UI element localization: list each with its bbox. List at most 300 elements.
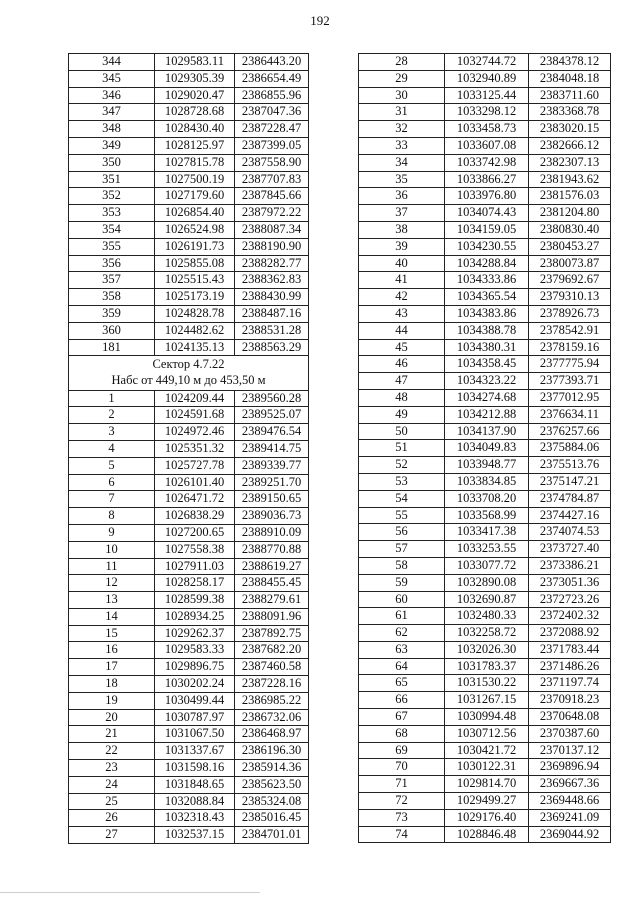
x-coordinate-cell: 1033976.80 [445,188,529,205]
x-coordinate-cell: 1029583.33 [155,642,235,659]
y-coordinate-cell: 2380830.40 [529,221,611,238]
table-row [359,759,611,776]
table-row [69,760,309,777]
x-coordinate-cell: 1031598.16 [155,760,235,777]
y-coordinate-cell: 2369667.36 [529,776,611,793]
point-number-cell: 16 [69,642,155,659]
table-row [359,574,611,591]
table-row [359,473,611,490]
y-coordinate-cell: 2388770.88 [235,541,309,558]
point-number-cell: 346 [69,87,155,104]
table-row [69,709,309,726]
x-coordinate-cell: 1024828.78 [155,305,235,322]
point-number-cell: 8 [69,508,155,525]
point-number-cell: 65 [359,675,445,692]
x-coordinate-cell: 1033417.38 [445,524,529,541]
y-coordinate-cell: 2386654.49 [235,70,309,87]
point-number-cell: 41 [359,272,445,289]
y-coordinate-cell: 2389150.65 [235,491,309,508]
point-number-cell: 58 [359,557,445,574]
left-table-top-rows [69,54,309,356]
y-coordinate-cell: 2386855.96 [235,87,309,104]
y-coordinate-cell: 2385324.08 [235,793,309,810]
point-number-cell: 37 [359,205,445,222]
y-coordinate-cell: 2389414.75 [235,440,309,457]
table-row [359,255,611,272]
table-row [359,658,611,675]
y-coordinate-cell: 2381576.03 [529,188,611,205]
point-number-cell: 66 [359,692,445,709]
point-number-cell: 67 [359,709,445,726]
x-coordinate-cell: 1024482.62 [155,322,235,339]
y-coordinate-cell: 2382307.13 [529,154,611,171]
table-row [359,154,611,171]
y-coordinate-cell: 2387047.36 [235,104,309,121]
x-coordinate-cell: 1033948.77 [445,457,529,474]
table-row [359,591,611,608]
point-number-cell: 25 [69,793,155,810]
table-row [69,188,309,205]
x-coordinate-cell: 1031267.15 [445,692,529,709]
x-coordinate-cell: 1028258.17 [155,575,235,592]
table-row [359,793,611,810]
table-row [69,54,309,71]
x-coordinate-cell: 1032258.72 [445,625,529,642]
x-coordinate-cell: 1030787.97 [155,709,235,726]
y-coordinate-cell: 2388190.90 [235,238,309,255]
left-table-section [69,356,309,390]
table-row [69,743,309,760]
x-coordinate-cell: 1032940.89 [445,70,529,87]
table-row [359,423,611,440]
point-number-cell: 345 [69,70,155,87]
table-row [359,356,611,373]
x-coordinate-cell: 1033568.99 [445,507,529,524]
table-row [69,104,309,121]
point-number-cell: 57 [359,541,445,558]
point-number-cell: 354 [69,221,155,238]
point-number-cell: 357 [69,272,155,289]
x-coordinate-cell: 1034212.88 [445,406,529,423]
point-number-cell: 31 [359,104,445,121]
point-number-cell: 71 [359,776,445,793]
point-number-cell: 359 [69,305,155,322]
x-coordinate-cell: 1030421.72 [445,742,529,759]
x-coordinate-cell: 1029176.40 [445,809,529,826]
y-coordinate-cell: 2388091.96 [235,608,309,625]
table-row [359,137,611,154]
y-coordinate-cell: 2370137.12 [529,742,611,759]
x-coordinate-cell: 1034365.54 [445,289,529,306]
y-coordinate-cell: 2388487.16 [235,305,309,322]
table-row [359,272,611,289]
y-coordinate-cell: 2386985.22 [235,692,309,709]
point-number-cell: 68 [359,725,445,742]
section-subtitle: Набс от 449,10 м до 453,50 м [111,372,266,387]
point-number-cell: 24 [69,776,155,793]
point-number-cell: 20 [69,709,155,726]
point-number-cell: 355 [69,238,155,255]
table-row [359,440,611,457]
table-row [359,557,611,574]
table-row [359,641,611,658]
x-coordinate-cell: 1033458.73 [445,121,529,138]
table-row [359,121,611,138]
point-number-cell: 61 [359,608,445,625]
table-row [69,154,309,171]
y-coordinate-cell: 2384701.01 [235,827,309,844]
x-coordinate-cell: 1027815.78 [155,154,235,171]
table-row [69,121,309,138]
point-number-cell: 50 [359,423,445,440]
y-coordinate-cell: 2380453.27 [529,238,611,255]
y-coordinate-cell: 2387228.16 [235,676,309,693]
y-coordinate-cell: 2374074.53 [529,524,611,541]
y-coordinate-cell: 2371197.74 [529,675,611,692]
table-row [359,457,611,474]
point-number-cell: 40 [359,255,445,272]
table-row [69,625,309,642]
y-coordinate-cell: 2372723.26 [529,591,611,608]
point-number-cell: 70 [359,759,445,776]
y-coordinate-cell: 2388455.45 [235,575,309,592]
y-coordinate-cell: 2389476.54 [235,424,309,441]
y-coordinate-cell: 2381943.62 [529,171,611,188]
x-coordinate-cell: 1028846.48 [445,826,529,843]
point-number-cell: 51 [359,440,445,457]
point-number-cell: 62 [359,625,445,642]
x-coordinate-cell: 1031337.67 [155,743,235,760]
table-row [359,725,611,742]
y-coordinate-cell: 2376257.66 [529,423,611,440]
y-coordinate-cell: 2387558.90 [235,154,309,171]
y-coordinate-cell: 2388282.77 [235,255,309,272]
point-number-cell: 13 [69,592,155,609]
y-coordinate-cell: 2379692.67 [529,272,611,289]
point-number-cell: 55 [359,507,445,524]
x-coordinate-cell: 1030994.48 [445,709,529,726]
table-row [69,70,309,87]
point-number-cell: 53 [359,473,445,490]
y-coordinate-cell: 2378542.91 [529,322,611,339]
x-coordinate-cell: 1027500.19 [155,171,235,188]
section-header-cell [69,356,309,390]
table-row [69,508,309,525]
table-row [69,457,309,474]
point-number-cell: 344 [69,54,155,71]
y-coordinate-cell: 2378159.16 [529,339,611,356]
y-coordinate-cell: 2371486.26 [529,658,611,675]
point-number-cell: 360 [69,322,155,339]
x-coordinate-cell: 1026101.40 [155,474,235,491]
point-number-cell: 35 [359,171,445,188]
point-number-cell: 10 [69,541,155,558]
table-row [69,255,309,272]
y-coordinate-cell: 2377775.94 [529,356,611,373]
x-coordinate-cell: 1026838.29 [155,508,235,525]
x-coordinate-cell: 1032318.43 [155,810,235,827]
table-row [359,490,611,507]
table-row [359,524,611,541]
x-coordinate-cell: 1032480.33 [445,608,529,625]
point-number-cell: 19 [69,692,155,709]
y-coordinate-cell: 2381204.80 [529,205,611,222]
table-row [69,440,309,457]
x-coordinate-cell: 1024972.46 [155,424,235,441]
point-number-cell: 12 [69,575,155,592]
x-coordinate-cell: 1033077.72 [445,557,529,574]
table-row [359,188,611,205]
x-coordinate-cell: 1034383.86 [445,305,529,322]
point-number-cell: 27 [69,827,155,844]
point-number-cell: 30 [359,87,445,104]
table-row [359,389,611,406]
table-row [69,608,309,625]
y-coordinate-cell: 2386732.06 [235,709,309,726]
x-coordinate-cell: 1028728.68 [155,104,235,121]
x-coordinate-cell: 1033298.12 [445,104,529,121]
y-coordinate-cell: 2386443.20 [235,54,309,71]
point-number-cell: 44 [359,322,445,339]
table-row [69,305,309,322]
x-coordinate-cell: 1028934.25 [155,608,235,625]
point-number-cell: 47 [359,373,445,390]
table-row [69,221,309,238]
point-number-cell: 56 [359,524,445,541]
table-row [69,676,309,693]
x-coordinate-cell: 1034230.55 [445,238,529,255]
table-row [69,339,309,356]
x-coordinate-cell: 1028430.40 [155,121,235,138]
table-row [69,272,309,289]
y-coordinate-cell: 2389525.07 [235,407,309,424]
point-number-cell: 34 [359,154,445,171]
y-coordinate-cell: 2388279.61 [235,592,309,609]
y-coordinate-cell: 2389560.28 [235,390,309,407]
section-title: Сектор 4.7.22 [152,357,225,372]
table-row [69,558,309,575]
y-coordinate-cell: 2372402.32 [529,608,611,625]
x-coordinate-cell: 1033834.85 [445,473,529,490]
point-number-cell: 21 [69,726,155,743]
y-coordinate-cell: 2389251.70 [235,474,309,491]
x-coordinate-cell: 1034380.31 [445,339,529,356]
point-number-cell: 74 [359,826,445,843]
table-row [69,659,309,676]
y-coordinate-cell: 2371783.44 [529,641,611,658]
y-coordinate-cell: 2377393.71 [529,373,611,390]
y-coordinate-cell: 2388619.27 [235,558,309,575]
y-coordinate-cell: 2384378.12 [529,54,611,71]
point-number-cell: 64 [359,658,445,675]
x-coordinate-cell: 1033866.27 [445,171,529,188]
x-coordinate-cell: 1033253.55 [445,541,529,558]
table-row [69,137,309,154]
x-coordinate-cell: 1029499.27 [445,793,529,810]
point-number-cell: 39 [359,238,445,255]
point-number-cell: 33 [359,137,445,154]
y-coordinate-cell: 2382666.12 [529,137,611,154]
table-row [69,793,309,810]
table-row [69,424,309,441]
table-row [359,87,611,104]
x-coordinate-cell: 1025351.32 [155,440,235,457]
x-coordinate-cell: 1034274.68 [445,389,529,406]
x-coordinate-cell: 1034288.84 [445,255,529,272]
point-number-cell: 42 [359,289,445,306]
x-coordinate-cell: 1025855.08 [155,255,235,272]
y-coordinate-cell: 2388087.34 [235,221,309,238]
x-coordinate-cell: 1029262.37 [155,625,235,642]
y-coordinate-cell: 2370918.23 [529,692,611,709]
point-number-cell: 18 [69,676,155,693]
point-number-cell: 351 [69,171,155,188]
point-number-cell: 45 [359,339,445,356]
x-coordinate-cell: 1032690.87 [445,591,529,608]
x-coordinate-cell: 1034323.22 [445,373,529,390]
table-row [69,87,309,104]
y-coordinate-cell: 2369044.92 [529,826,611,843]
y-coordinate-cell: 2373051.36 [529,574,611,591]
y-coordinate-cell: 2385623.50 [235,776,309,793]
point-number-cell: 29 [359,70,445,87]
y-coordinate-cell: 2375147.21 [529,473,611,490]
x-coordinate-cell: 1027911.03 [155,558,235,575]
table-row [359,541,611,558]
point-number-cell: 348 [69,121,155,138]
y-coordinate-cell: 2383368.78 [529,104,611,121]
table-row [359,742,611,759]
table-row [359,507,611,524]
point-number-cell: 43 [359,305,445,322]
x-coordinate-cell: 1026191.73 [155,238,235,255]
x-coordinate-cell: 1033607.08 [445,137,529,154]
y-coordinate-cell: 2388563.29 [235,339,309,356]
point-number-cell: 352 [69,188,155,205]
y-coordinate-cell: 2388910.09 [235,524,309,541]
y-coordinate-cell: 2374427.16 [529,507,611,524]
x-coordinate-cell: 1025515.43 [155,272,235,289]
point-number-cell: 49 [359,406,445,423]
table-row [359,809,611,826]
y-coordinate-cell: 2387682.20 [235,642,309,659]
table-row [359,608,611,625]
x-coordinate-cell: 1031530.22 [445,675,529,692]
x-coordinate-cell: 1034074.43 [445,205,529,222]
x-coordinate-cell: 1031848.65 [155,776,235,793]
point-number-cell: 69 [359,742,445,759]
table-row [69,390,309,407]
x-coordinate-cell: 1030712.56 [445,725,529,742]
table-row [69,541,309,558]
x-coordinate-cell: 1033742.98 [445,154,529,171]
table-row [69,810,309,827]
right-coordinate-table [358,53,611,843]
point-number-cell: 73 [359,809,445,826]
x-coordinate-cell: 1028125.97 [155,137,235,154]
table-row [359,406,611,423]
x-coordinate-cell: 1032537.15 [155,827,235,844]
table-row [69,322,309,339]
table-row [69,776,309,793]
x-coordinate-cell: 1031067.50 [155,726,235,743]
table-row [69,205,309,222]
table-row [69,407,309,424]
x-coordinate-cell: 1029814.70 [445,776,529,793]
y-coordinate-cell: 2387707.83 [235,171,309,188]
point-number-cell: 59 [359,574,445,591]
x-coordinate-cell: 1034159.05 [445,221,529,238]
point-number-cell: 5 [69,457,155,474]
y-coordinate-cell: 2385914.36 [235,760,309,777]
table-row [69,692,309,709]
point-number-cell: 181 [69,339,155,356]
y-coordinate-cell: 2375513.76 [529,457,611,474]
x-coordinate-cell: 1024591.68 [155,407,235,424]
y-coordinate-cell: 2377012.95 [529,389,611,406]
x-coordinate-cell: 1028599.38 [155,592,235,609]
point-number-cell: 46 [359,356,445,373]
x-coordinate-cell: 1027558.38 [155,541,235,558]
table-row [359,171,611,188]
point-number-cell: 63 [359,641,445,658]
right-table-rows [359,54,611,843]
table-row [69,289,309,306]
y-coordinate-cell: 2373727.40 [529,541,611,558]
x-coordinate-cell: 1029896.75 [155,659,235,676]
y-coordinate-cell: 2370387.60 [529,725,611,742]
y-coordinate-cell: 2378926.73 [529,305,611,322]
y-coordinate-cell: 2388362.83 [235,272,309,289]
x-coordinate-cell: 1032744.72 [445,54,529,71]
table-row [69,171,309,188]
table-row [69,575,309,592]
y-coordinate-cell: 2383711.60 [529,87,611,104]
point-number-cell: 3 [69,424,155,441]
x-coordinate-cell: 1034388.78 [445,322,529,339]
y-coordinate-cell: 2376634.11 [529,406,611,423]
table-row [69,524,309,541]
y-coordinate-cell: 2369448.66 [529,793,611,810]
x-coordinate-cell: 1030202.24 [155,676,235,693]
y-coordinate-cell: 2375884.06 [529,440,611,457]
point-number-cell: 38 [359,221,445,238]
y-coordinate-cell: 2386468.97 [235,726,309,743]
y-coordinate-cell: 2387399.05 [235,137,309,154]
y-coordinate-cell: 2379310.13 [529,289,611,306]
point-number-cell: 15 [69,625,155,642]
x-coordinate-cell: 1029305.39 [155,70,235,87]
x-coordinate-cell: 1032026.30 [445,641,529,658]
point-number-cell: 1 [69,390,155,407]
x-coordinate-cell: 1026854.40 [155,205,235,222]
point-number-cell: 358 [69,289,155,306]
point-number-cell: 7 [69,491,155,508]
left-table-bottom-rows [69,390,309,844]
y-coordinate-cell: 2373386.21 [529,557,611,574]
x-coordinate-cell: 1026471.72 [155,491,235,508]
point-number-cell: 6 [69,474,155,491]
point-number-cell: 54 [359,490,445,507]
y-coordinate-cell: 2388430.99 [235,289,309,306]
x-coordinate-cell: 1034137.90 [445,423,529,440]
point-number-cell: 350 [69,154,155,171]
table-row [69,726,309,743]
point-number-cell: 32 [359,121,445,138]
point-number-cell: 347 [69,104,155,121]
point-number-cell: 48 [359,389,445,406]
point-number-cell: 356 [69,255,155,272]
